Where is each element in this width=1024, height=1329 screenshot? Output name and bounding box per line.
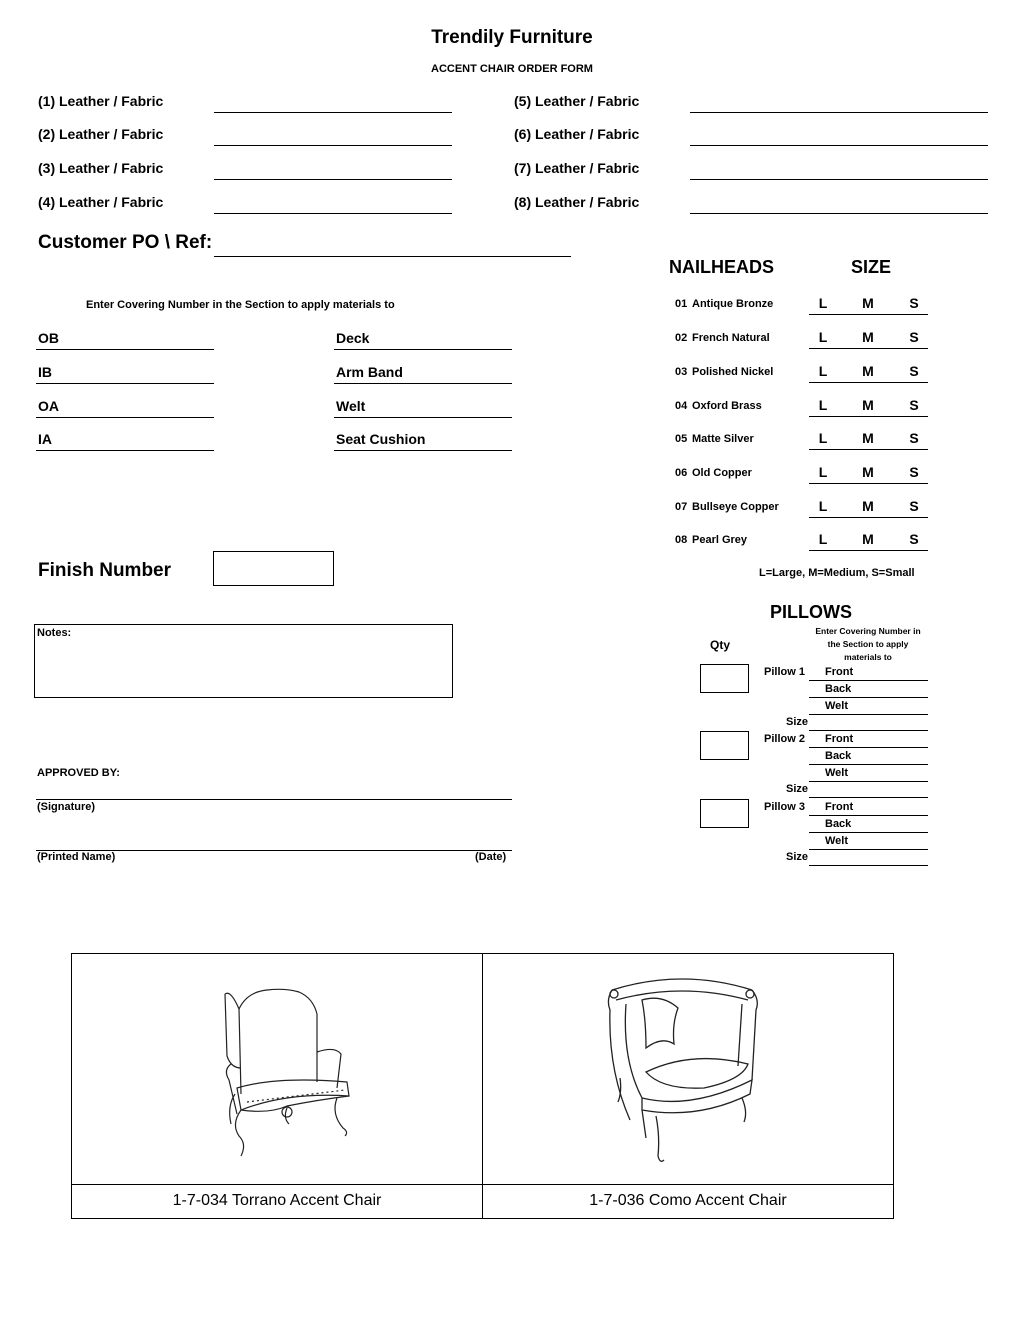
- nailhead-name: Polished Nickel: [692, 366, 774, 378]
- date-label: (Date): [475, 851, 507, 863]
- torrano-wing: [225, 993, 239, 1009]
- section-welt-field[interactable]: [334, 417, 512, 418]
- nailhead-size-line: [809, 483, 928, 484]
- nailhead-name: Oxford Brass: [692, 400, 762, 412]
- pillow-size-label: Size: [786, 783, 809, 795]
- como-chair-image: [602, 970, 767, 1178]
- torrano-back-top: [239, 989, 317, 1082]
- finish-number-label: Finish Number: [38, 560, 172, 581]
- pillow-part-label: Front: [825, 666, 854, 678]
- signature-line[interactable]: [36, 799, 512, 800]
- material-field-6[interactable]: [690, 145, 988, 146]
- material-field-1[interactable]: [214, 112, 452, 113]
- pillows-instruction: [808, 625, 928, 664]
- pillow-label: Pillow 2: [764, 733, 805, 745]
- nailhead-size-option[interactable]: M: [862, 498, 874, 514]
- nailhead-number: 06: [675, 467, 688, 479]
- printed-name-label: (Printed Name): [37, 851, 116, 863]
- nailhead-size-option[interactable]: L: [818, 363, 828, 379]
- pillows-instruction-line: Enter Covering Number in: [815, 626, 921, 636]
- pillow-part-field[interactable]: [809, 764, 928, 765]
- pillow-qty-field[interactable]: [700, 664, 749, 693]
- section-armband-field[interactable]: [334, 383, 512, 384]
- product-table: [71, 953, 894, 1219]
- torrano-chair-image: [217, 984, 357, 1162]
- section-deck-label: Deck: [336, 330, 370, 346]
- pillows-instruction-line: materials to: [844, 652, 892, 662]
- nailhead-size-option[interactable]: L: [818, 397, 828, 413]
- material-label-4: (4) Leather / Fabric: [38, 194, 164, 210]
- nailhead-name: Matte Silver: [692, 433, 754, 445]
- como-scroll-right: [746, 990, 754, 998]
- pillow-size-field[interactable]: [809, 797, 928, 798]
- torrano-arm-left: [226, 1064, 237, 1114]
- notes-field[interactable]: [34, 624, 453, 698]
- pillow-part-label: Welt: [825, 700, 849, 712]
- torrano-carving: [285, 1108, 289, 1124]
- notes-label: Notes:: [37, 627, 72, 639]
- pillow-part-field[interactable]: [809, 815, 928, 816]
- finish-number-field[interactable]: [213, 551, 334, 586]
- nailhead-size-option[interactable]: L: [818, 464, 828, 480]
- section-deck-field[interactable]: [334, 349, 512, 350]
- material-label-3: (3) Leather / Fabric: [38, 160, 164, 176]
- product-table-divider: [482, 954, 483, 1218]
- torrano-apron: [241, 1096, 349, 1111]
- nailhead-size-option[interactable]: S: [909, 363, 919, 379]
- size-legend: L=Large, M=Medium, S=Small: [759, 567, 915, 579]
- pillow-part-field[interactable]: [809, 747, 928, 748]
- nailhead-size-line: [809, 449, 928, 450]
- torrano-wing-side: [225, 994, 241, 1068]
- form-title: ACCENT CHAIR ORDER FORM: [431, 63, 593, 75]
- product-caption-torrano: 1-7-034 Torrano Accent Chair: [172, 1192, 382, 1209]
- pillow-part-label: Back: [825, 683, 852, 695]
- pillow-label: Pillow 3: [764, 801, 805, 813]
- approved-by-label: APPROVED BY:: [37, 767, 120, 779]
- nailhead-number: 02: [675, 332, 688, 344]
- material-field-5[interactable]: [690, 112, 988, 113]
- nailhead-number: 05: [675, 433, 688, 445]
- section-ia-label: IA: [38, 431, 52, 447]
- nailhead-size-option[interactable]: M: [862, 363, 874, 379]
- pillow-size-label: Size: [786, 851, 809, 863]
- nailhead-number: 03: [675, 366, 688, 378]
- section-ib-field[interactable]: [36, 383, 214, 384]
- pillow-size-field[interactable]: [809, 865, 928, 866]
- nailhead-size-line: [809, 382, 928, 383]
- nailhead-size-line: [809, 517, 928, 518]
- section-ob-label: OB: [38, 330, 59, 346]
- como-leg-front-left: [656, 1116, 664, 1161]
- nailheads-title: NAILHEADS: [669, 257, 775, 277]
- nailhead-size-option[interactable]: S: [909, 329, 919, 345]
- pillow-part-label: Welt: [825, 767, 849, 779]
- nailhead-size-line: [809, 314, 928, 315]
- nailhead-size-option[interactable]: M: [862, 295, 874, 311]
- nailhead-size-option[interactable]: M: [862, 531, 874, 547]
- material-label-2: (2) Leather / Fabric: [38, 126, 164, 142]
- pillow-part-label: Front: [825, 801, 854, 813]
- pillow-part-field[interactable]: [809, 832, 928, 833]
- nailhead-size-line: [809, 348, 928, 349]
- nailhead-size-option[interactable]: L: [818, 498, 828, 514]
- material-label-7: (7) Leather / Fabric: [514, 160, 640, 176]
- section-armband-label: Arm Band: [336, 364, 403, 380]
- torrano-leg-back: [230, 1094, 235, 1124]
- product-caption-como: 1-7-036 Como Accent Chair: [589, 1192, 787, 1209]
- pillow-part-field[interactable]: [809, 697, 928, 698]
- section-ib-label: IB: [38, 364, 52, 380]
- customer-po-field[interactable]: [214, 256, 571, 257]
- pillows-qty-label: Qty: [710, 638, 731, 652]
- section-welt-label: Welt: [336, 398, 366, 414]
- nailhead-name: Antique Bronze: [692, 298, 774, 310]
- nailhead-size-option[interactable]: L: [818, 295, 828, 311]
- material-label-1: (1) Leather / Fabric: [38, 93, 164, 109]
- como-front-panel: [642, 1110, 646, 1138]
- pillow-part-field[interactable]: [809, 781, 928, 782]
- nailhead-size-option[interactable]: M: [862, 329, 874, 345]
- material-field-7[interactable]: [690, 179, 988, 180]
- como-scroll-left: [610, 990, 618, 998]
- pillow-part-label: Welt: [825, 835, 849, 847]
- torrano-arm-right: [317, 1049, 341, 1088]
- torrano-leg-front-right: [335, 1098, 347, 1136]
- nailhead-number: 04: [675, 400, 688, 412]
- section-ia-field[interactable]: [36, 450, 214, 451]
- material-field-2[interactable]: [214, 145, 452, 146]
- nailhead-size-option[interactable]: S: [909, 295, 919, 311]
- material-label-5: (5) Leather / Fabric: [514, 93, 640, 109]
- como-cushion: [646, 1059, 748, 1089]
- pillow-label: Pillow 1: [764, 666, 805, 678]
- como-back-inner: [616, 991, 748, 1000]
- customer-po-label: Customer PO \ Ref:: [38, 232, 213, 253]
- pillow-part-field[interactable]: [809, 714, 928, 715]
- pillow-part-label: Front: [825, 733, 854, 745]
- nailhead-number: 01: [675, 298, 688, 310]
- company-title: Trendily Furniture: [431, 27, 593, 48]
- material-field-8[interactable]: [690, 213, 988, 214]
- como-pillow: [642, 998, 678, 1048]
- nailhead-number: 08: [675, 534, 688, 546]
- nailhead-size-option[interactable]: S: [909, 397, 919, 413]
- como-seat-front: [642, 1080, 752, 1113]
- torrano-seat: [237, 1080, 349, 1110]
- como-arm-right-outer: [752, 990, 757, 1080]
- nailhead-size-option[interactable]: L: [818, 531, 828, 547]
- nailhead-size-line: [809, 550, 928, 551]
- nailhead-size-option[interactable]: L: [818, 430, 828, 446]
- nailhead-number: 07: [675, 501, 688, 513]
- torrano-nailheads: [247, 1090, 345, 1102]
- pillow-part-label: Back: [825, 750, 852, 762]
- material-label-8: (8) Leather / Fabric: [514, 194, 640, 210]
- nailhead-size-option[interactable]: M: [862, 397, 874, 413]
- nailhead-size-option[interactable]: S: [909, 430, 919, 446]
- section-seatcushion-label: Seat Cushion: [336, 431, 426, 447]
- como-arm-left-inner: [625, 1004, 642, 1098]
- pillows-instruction-line: the Section to apply: [827, 639, 909, 649]
- covering-instruction: Enter Covering Number in the Section to apply materials to: [86, 299, 395, 311]
- como-back-top: [612, 979, 752, 990]
- torrano-leg-front-left: [235, 1110, 243, 1156]
- nailhead-name: Bullseye Copper: [692, 501, 779, 513]
- section-oa-field[interactable]: [36, 417, 214, 418]
- nailhead-size-option[interactable]: L: [818, 329, 828, 345]
- nailhead-name: French Natural: [692, 332, 770, 344]
- como-arm-right-inner: [738, 1004, 742, 1066]
- nailhead-size-option[interactable]: M: [862, 464, 874, 480]
- nailhead-size-option[interactable]: S: [909, 464, 919, 480]
- material-field-4[interactable]: [214, 213, 452, 214]
- como-leg-front-right: [742, 1098, 746, 1122]
- pillow-part-label: Back: [825, 818, 852, 830]
- nailhead-size-option[interactable]: S: [909, 531, 919, 547]
- pillow-qty-field[interactable]: [700, 731, 749, 760]
- pillow-qty-field[interactable]: [700, 799, 749, 828]
- pillow-size-field[interactable]: [809, 730, 928, 731]
- pillow-part-field[interactable]: [809, 680, 928, 681]
- nailhead-name: Pearl Grey: [692, 534, 748, 546]
- nailhead-size-line: [809, 416, 928, 417]
- material-label-6: (6) Leather / Fabric: [514, 126, 640, 142]
- product-table-caption-divider: [72, 1184, 893, 1185]
- nailhead-name: Old Copper: [692, 467, 752, 479]
- torrano-back-left: [239, 1009, 241, 1094]
- pillow-part-field[interactable]: [809, 849, 928, 850]
- section-seatcushion-field[interactable]: [334, 450, 512, 451]
- section-oa-label: OA: [38, 398, 59, 414]
- pillows-title: PILLOWS: [770, 602, 852, 622]
- nailhead-size-option[interactable]: M: [862, 430, 874, 446]
- size-title: SIZE: [851, 257, 892, 277]
- signature-label: (Signature): [37, 801, 96, 813]
- section-ob-field[interactable]: [36, 349, 214, 350]
- nailhead-size-option[interactable]: S: [909, 498, 919, 514]
- material-field-3[interactable]: [214, 179, 452, 180]
- pillow-size-label: Size: [786, 716, 809, 728]
